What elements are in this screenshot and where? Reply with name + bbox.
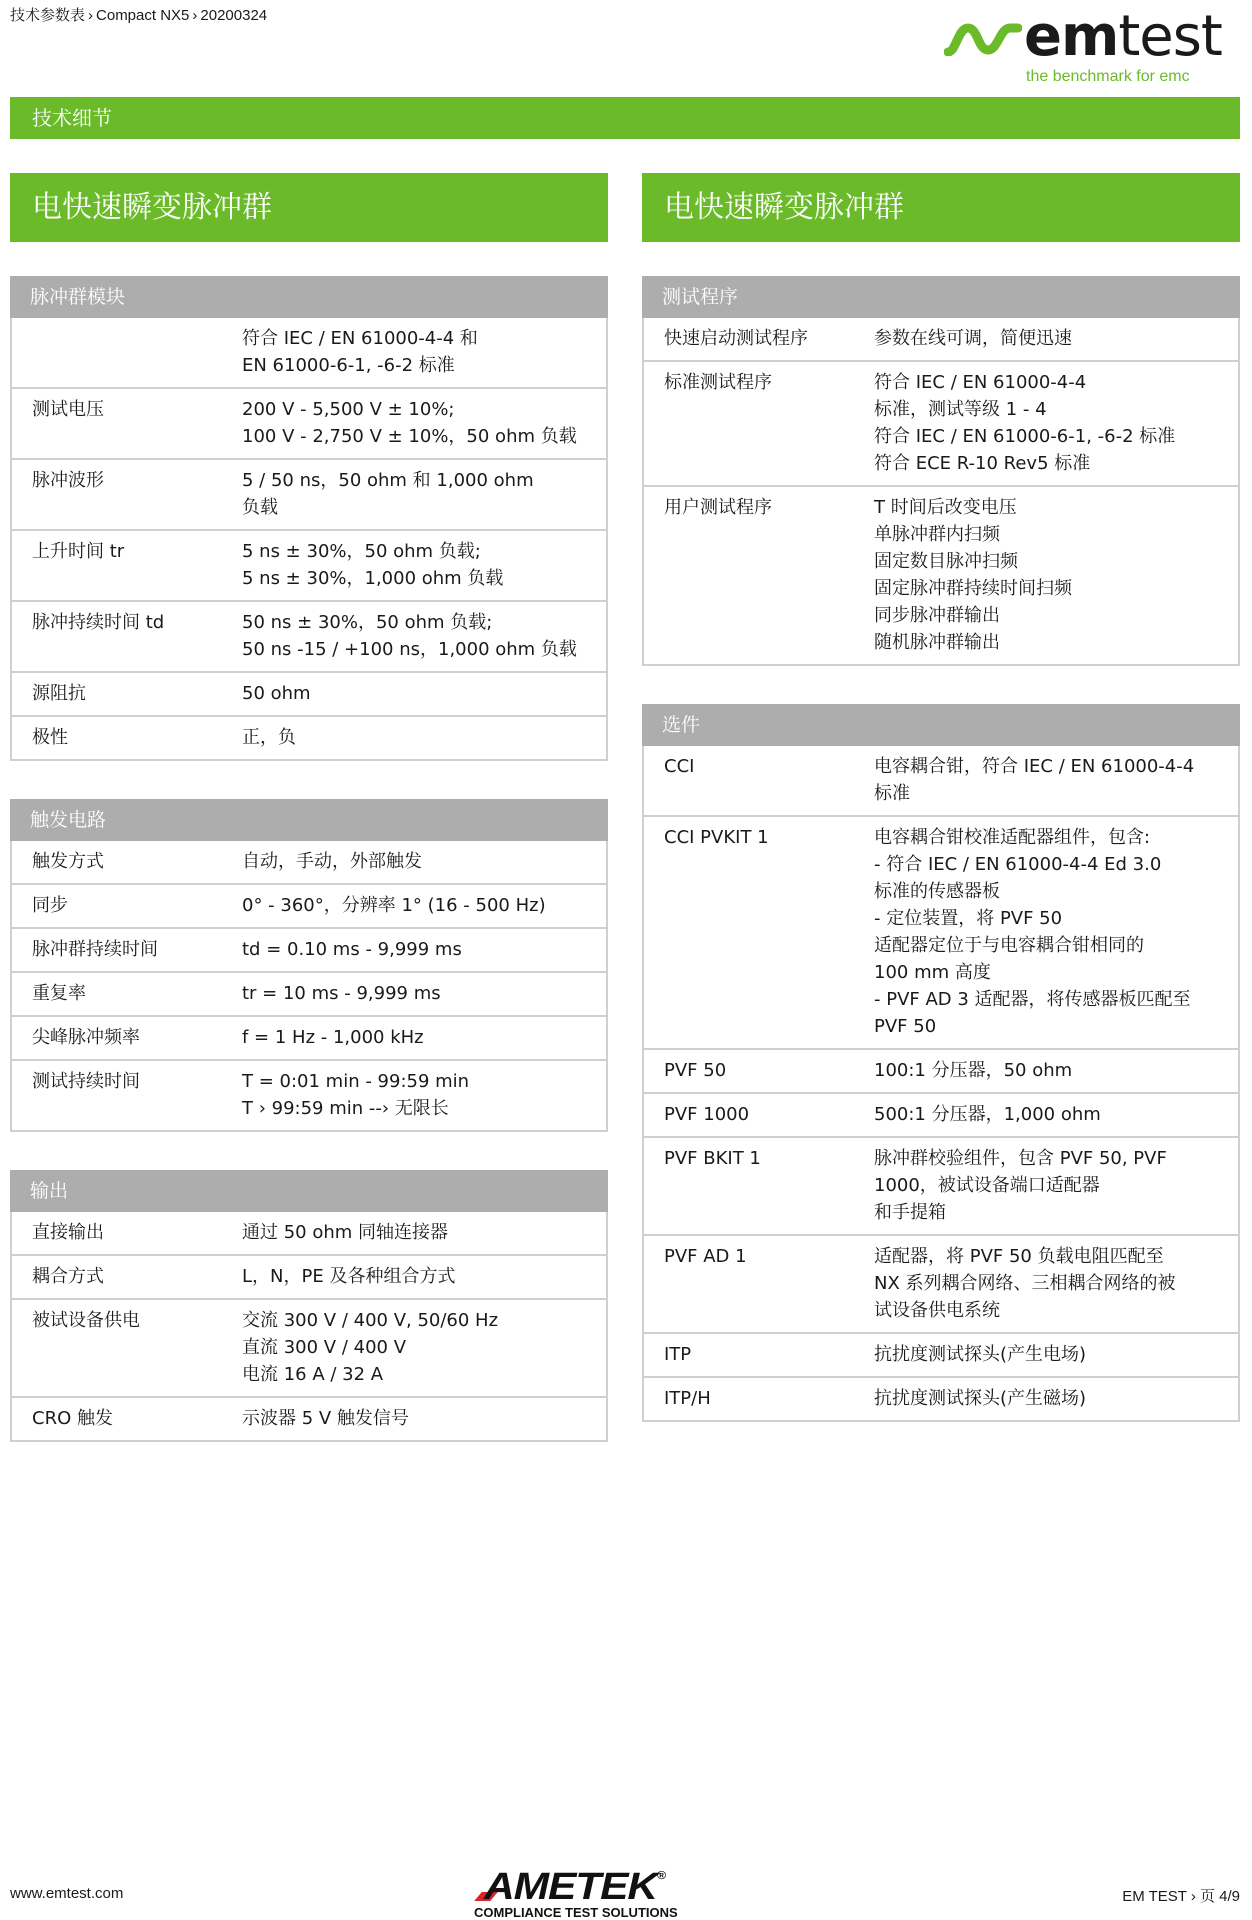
value-line: 5 / 50 ns，50 ohm 和 1,000 ohm (242, 470, 534, 491)
table-header: 测试程序 (642, 276, 1240, 318)
row-label: 用户测试程序 (664, 497, 772, 518)
value-line: 电流 16 A / 32 A (242, 1364, 384, 1385)
value-line: 抗扰度测试探头(产生磁场) (874, 1388, 1087, 1409)
row-value (242, 1219, 606, 1246)
value-line: 交流 300 V / 400 V, 50/60 Hz (242, 1310, 499, 1331)
value-line: 试设备供电系统 (874, 1300, 1000, 1321)
table-row (12, 1212, 606, 1254)
value-line: 电容耦合钳，符合 IEC / EN 61000-4-4 (874, 756, 1195, 777)
row-label: PVF 1000 (664, 1104, 750, 1125)
table-row (12, 387, 606, 458)
row-value (874, 494, 1238, 656)
value-line: 电容耦合钳校准适配器组件，包含: (874, 827, 1151, 848)
ametek-logo (474, 1866, 704, 1919)
section-title: 电快速瞬变脉冲群 (642, 173, 1240, 242)
table-row (644, 485, 1238, 664)
value-line: 5 ns ± 30%，1,000 ohm 负载 (242, 568, 504, 589)
value-line: f = 1 Hz - 1,000 kHz (242, 1027, 424, 1048)
table-row (644, 1092, 1238, 1136)
row-label: 上升时间 tr (32, 541, 125, 562)
row-value (874, 1145, 1238, 1226)
value-line: 标准，测试等级 1 - 4 (874, 399, 1047, 420)
section-title: 电快速瞬变脉冲群 (10, 173, 608, 242)
table-row (12, 841, 606, 883)
row-label: 触发方式 (32, 851, 104, 872)
row-value (874, 325, 1238, 352)
row-value (874, 1385, 1238, 1412)
value-line: 100:1 分压器，50 ohm (874, 1060, 1073, 1081)
value-line: 100 V - 2,750 V ± 10%，50 ohm 负载 (242, 426, 577, 447)
value-line: 脉冲群校验组件，包含 PVF 50, PVF (874, 1148, 1167, 1169)
left-column (10, 173, 608, 1480)
value-line: 随机脉冲群输出 (874, 632, 1000, 653)
table-row (12, 1254, 606, 1298)
table-row (12, 1298, 606, 1396)
value-line: 单脉冲群内扫频 (874, 524, 1000, 545)
row-label: 被试设备供电 (32, 1310, 140, 1331)
table-row (12, 600, 606, 671)
spec-table-output (10, 1170, 608, 1442)
row-value (874, 1341, 1238, 1368)
row-label: CCI (664, 756, 695, 777)
breadcrumb-separator: › (88, 7, 94, 24)
row-value (242, 325, 606, 379)
value-line: - 符合 IEC / EN 61000-4-4 Ed 3.0 (874, 854, 1162, 875)
value-line: 5 ns ± 30%，50 ohm 负载; (242, 541, 481, 562)
row-label: 快速启动测试程序 (664, 328, 808, 349)
table-row (12, 671, 606, 715)
row-value (874, 1243, 1238, 1324)
row-value (242, 1307, 606, 1388)
right-column (642, 173, 1240, 1460)
table-row (12, 458, 606, 529)
value-line: 自动，手动，外部触发 (242, 851, 422, 872)
value-line: tr = 10 ms - 9,999 ms (242, 983, 441, 1004)
row-label: 直接输出 (32, 1222, 104, 1243)
row-value (242, 680, 606, 707)
value-line: PVF 50 (874, 1016, 937, 1037)
row-label: ITP (664, 1344, 692, 1365)
value-line: td = 0.10 ms - 9,999 ms (242, 939, 462, 960)
row-label: 耦合方式 (32, 1266, 104, 1287)
table-row (644, 1234, 1238, 1332)
value-line: 50 ns -15 / +100 ns，1,000 ohm 负载 (242, 639, 577, 660)
row-label: 同步 (32, 895, 68, 916)
value-line: 标准的传感器板 (874, 881, 1000, 902)
value-line: 参数在线可调，简便迅速 (874, 328, 1072, 349)
row-label: 重复率 (32, 983, 86, 1004)
row-value (242, 1068, 606, 1122)
table-row (12, 971, 606, 1015)
row-label: PVF 50 (664, 1060, 727, 1081)
row-label: 测试电压 (32, 399, 104, 420)
table-header: 脉冲群模块 (10, 276, 608, 318)
table-row (644, 1048, 1238, 1092)
row-label: PVF AD 1 (664, 1246, 747, 1267)
row-label: 脉冲波形 (32, 470, 104, 491)
row-label: 标准测试程序 (664, 372, 772, 393)
value-line: - PVF AD 3 适配器，将传感器板匹配至 (874, 989, 1191, 1010)
value-line: 固定数目脉冲扫频 (874, 551, 1018, 572)
ametek-subtitle: COMPLIANCE TEST SOLUTIONS (474, 1905, 678, 1920)
table-row (12, 1015, 606, 1059)
value-line: 示波器 5 V 触发信号 (242, 1408, 409, 1429)
row-value (874, 753, 1238, 807)
breadcrumb-item: 技术参数表 (10, 7, 86, 24)
table-row (644, 1376, 1238, 1420)
row-label: 源阻抗 (32, 683, 86, 704)
table-row (12, 318, 606, 387)
value-line: 标准 (874, 783, 910, 804)
value-line: 50 ohm (242, 683, 311, 704)
value-line: 0° - 360°，分辨率 1° (16 - 500 Hz) (242, 895, 546, 916)
row-value (874, 1057, 1238, 1084)
breadcrumb-separator: › (192, 7, 198, 24)
table-row (12, 927, 606, 971)
spec-table-options (642, 704, 1240, 1422)
value-line: 直流 300 V / 400 V (242, 1337, 407, 1358)
table-row (12, 1059, 606, 1130)
ametek-wordmark: AMETEK® (484, 1866, 665, 1908)
value-line: - 定位装置，将 PVF 50 (874, 908, 1063, 929)
value-line: 抗扰度测试探头(产生电场) (874, 1344, 1087, 1365)
brand-wordmark: emtest (1024, 4, 1222, 69)
table-row (12, 529, 606, 600)
spec-table-burst-module (10, 276, 608, 761)
row-value (874, 824, 1238, 1040)
row-value (242, 1263, 606, 1290)
value-line: 200 V - 5,500 V ± 10%; (242, 399, 455, 420)
table-row (12, 883, 606, 927)
row-value (242, 538, 606, 592)
spec-table-test-programs (642, 276, 1240, 666)
value-line: T › 99:59 min --› 无限长 (242, 1098, 449, 1119)
row-label: PVF BKIT 1 (664, 1148, 761, 1169)
table-row (644, 360, 1238, 485)
table-header: 选件 (642, 704, 1240, 746)
table-header: 输出 (10, 1170, 608, 1212)
value-line: 固定脉冲群持续时间扫频 (874, 578, 1072, 599)
table-row (644, 815, 1238, 1048)
value-line: 负载 (242, 497, 278, 518)
row-label: CRO 触发 (32, 1408, 113, 1429)
value-line: 适配器定位于与电容耦合钳相同的 (874, 935, 1144, 956)
value-line: L，N，PE 及各种组合方式 (242, 1266, 456, 1287)
value-line: 和手提箱 (874, 1202, 946, 1223)
table-row (644, 746, 1238, 815)
row-value (242, 724, 606, 751)
value-line: 符合 IEC / EN 61000-4-4 和 (242, 328, 478, 349)
footer-website-link[interactable]: www.emtest.com (10, 1885, 124, 1902)
page-number: EM TEST › 页 4/9 (1122, 1888, 1240, 1905)
row-value (242, 1024, 606, 1051)
row-label: 脉冲持续时间 td (32, 612, 165, 633)
table-row (644, 1136, 1238, 1234)
row-label: CCI PVKIT 1 (664, 827, 769, 848)
value-line: 500:1 分压器，1,000 ohm (874, 1104, 1101, 1125)
value-line: T 时间后改变电压 (874, 497, 1017, 518)
breadcrumb (10, 4, 267, 25)
value-line: 适配器，将 PVF 50 负载电阻匹配至 (874, 1246, 1164, 1267)
row-value (242, 467, 606, 521)
table-row (644, 318, 1238, 360)
value-line: 符合 IEC / EN 61000-6-1, -6-2 标准 (874, 426, 1176, 447)
row-label: 测试持续时间 (32, 1071, 140, 1092)
row-label: 脉冲群持续时间 (32, 939, 158, 960)
value-line: 同步脉冲群输出 (874, 605, 1000, 626)
value-line: 100 mm 高度 (874, 962, 991, 983)
value-line: NX 系列耦合网络、三相耦合网络的被 (874, 1273, 1176, 1294)
spec-table-trigger (10, 799, 608, 1132)
row-value (242, 892, 606, 919)
row-value (242, 848, 606, 875)
value-line: 正，负 (242, 727, 296, 748)
value-line: EN 61000-6-1, -6-2 标准 (242, 355, 455, 376)
row-label: 尖峰脉冲频率 (32, 1027, 140, 1048)
value-line: T = 0:01 min - 99:59 min (242, 1071, 470, 1092)
row-label: 极性 (32, 727, 68, 748)
value-line: 通过 50 ohm 同轴连接器 (242, 1222, 449, 1243)
wave-icon (944, 22, 1022, 56)
table-row (12, 715, 606, 759)
row-value (874, 1101, 1238, 1128)
table-row (12, 1396, 606, 1440)
row-value (242, 1405, 606, 1432)
emtest-logo (942, 4, 1242, 90)
row-label: ITP/H (664, 1388, 711, 1409)
row-label (12, 325, 242, 379)
value-line: 50 ns ± 30%，50 ohm 负载; (242, 612, 493, 633)
value-line: 1000，被试设备端口适配器 (874, 1175, 1100, 1196)
row-value (242, 396, 606, 450)
breadcrumb-item: Compact NX5 (96, 7, 190, 24)
brand-tagline: the benchmark for emc (1026, 68, 1190, 85)
breadcrumb-item: 20200324 (200, 7, 268, 24)
row-value (874, 369, 1238, 477)
value-line: 符合 IEC / EN 61000-4-4 (874, 372, 1087, 393)
page-section-bar: 技术细节 (10, 97, 1240, 139)
value-line: 符合 ECE R-10 Rev5 标准 (874, 453, 1091, 474)
row-value (242, 936, 606, 963)
row-value (242, 609, 606, 663)
table-row (644, 1332, 1238, 1376)
row-value (242, 980, 606, 1007)
table-header: 触发电路 (10, 799, 608, 841)
